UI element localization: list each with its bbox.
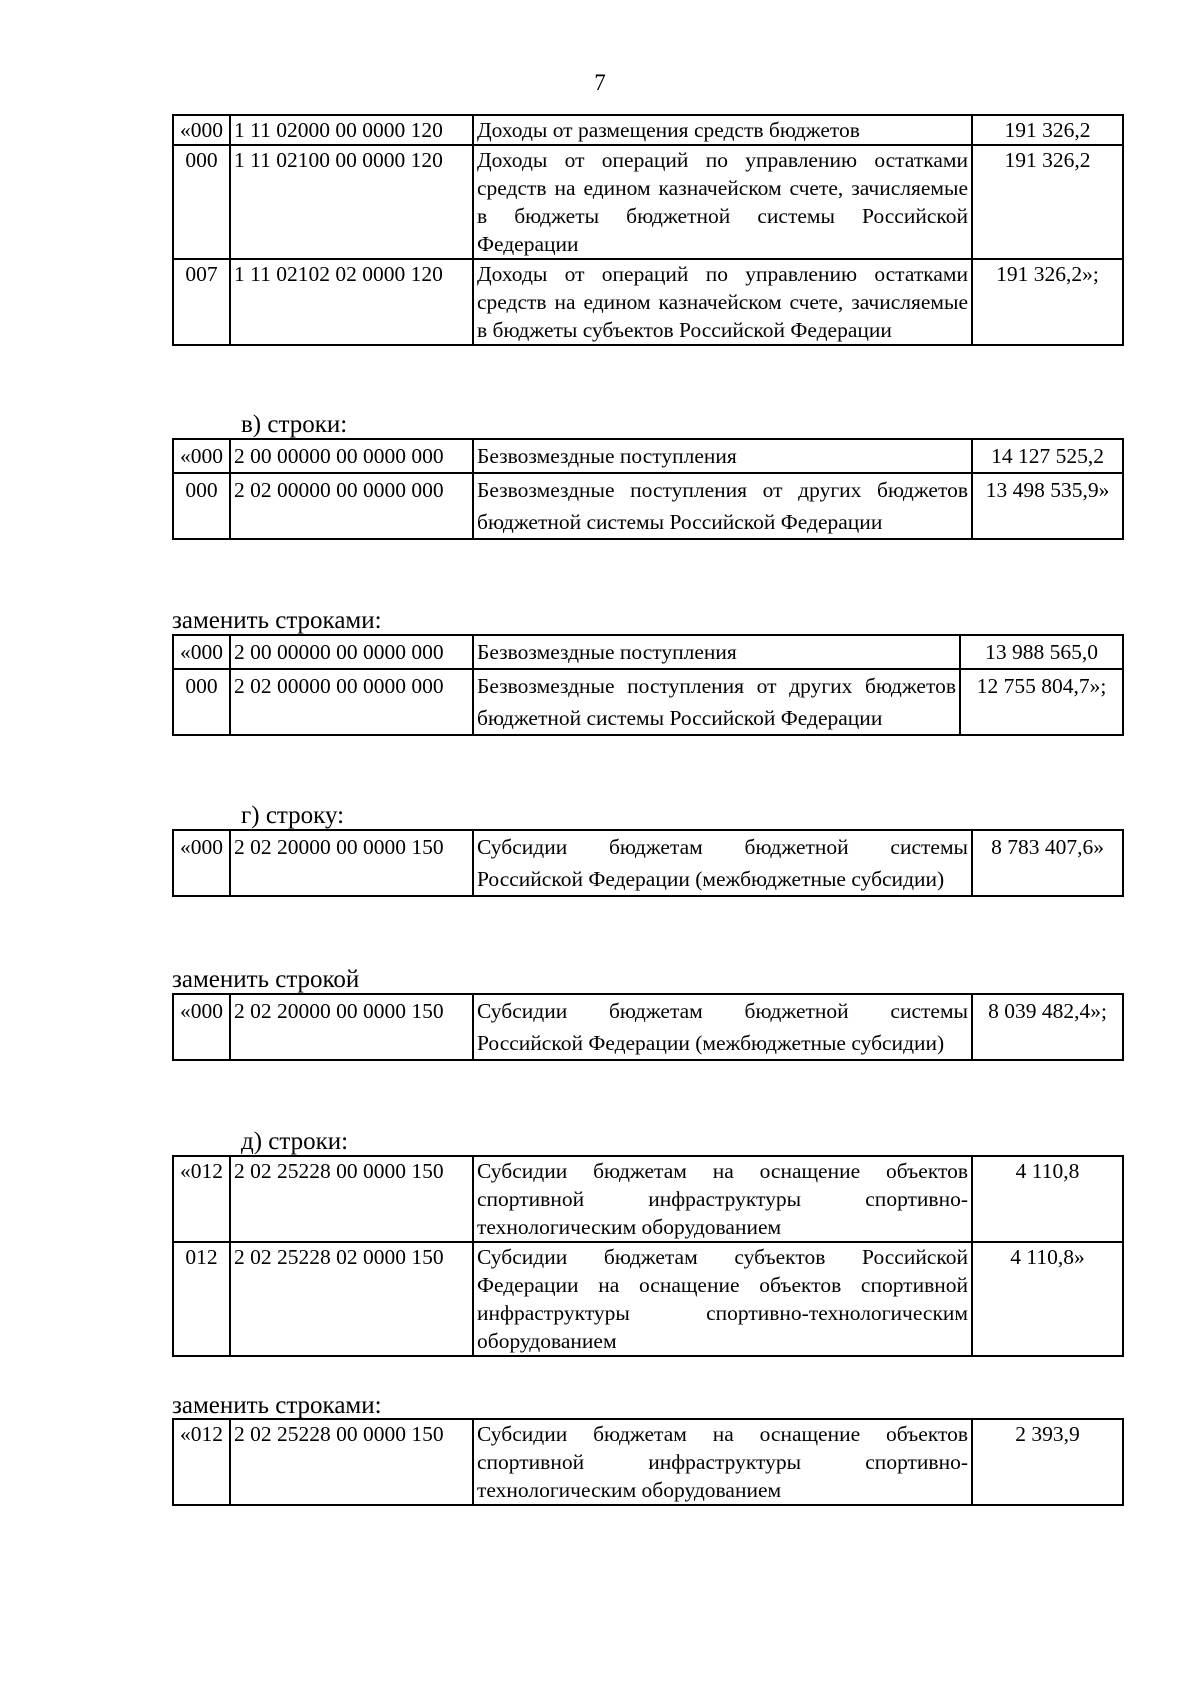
admin-code-cell: «000 [173, 994, 230, 1060]
budget-code-cell: 2 02 00000 00 0000 000 [230, 669, 473, 735]
budget-table-grants-old [172, 438, 1124, 540]
item-name-cell: Безвозмездные поступления от других бюджетов бюджетной системы Российской Федерации [473, 669, 960, 735]
table-row [173, 1242, 1123, 1356]
item-name-cell: Безвозмездные поступления [473, 439, 972, 473]
item-name-cell: Доходы от операций по управлению остатками средств на едином казначейском счете, зачисляемые в бюджеты бюджетной системы Российской Федерации [473, 145, 972, 259]
budget-code-cell: 2 02 25228 00 0000 150 [230, 1419, 473, 1505]
item-name-cell: Доходы от операций по управлению остатками средств на едином казначейском счете, зачисляемые в бюджеты субъектов Российской Федерации [473, 259, 972, 345]
admin-code-cell: «000 [173, 439, 230, 473]
section-heading-v: в) строки: [241, 411, 348, 438]
budget-code-cell: 2 02 00000 00 0000 000 [230, 473, 473, 539]
budget-code-cell: 2 02 20000 00 0000 150 [230, 994, 473, 1060]
budget-code-cell: 2 00 00000 00 0000 000 [230, 439, 473, 473]
table-row [173, 1156, 1123, 1242]
amount-cell: 14 127 525,2 [972, 439, 1123, 473]
amount-cell: 13 988 565,0 [960, 635, 1123, 669]
table-row [173, 669, 1123, 735]
table-row [173, 1419, 1123, 1505]
budget-code-cell: 1 11 02000 00 0000 120 [230, 115, 473, 145]
budget-table-sports-equipment-new [172, 1418, 1124, 1506]
amount-cell: 12 755 804,7»; [960, 669, 1123, 735]
item-name-cell: Субсидии бюджетам на оснащение объектов спортивной инфраструктуры спортивно-технологическим оборудованием [473, 1156, 972, 1242]
table-row [173, 830, 1123, 896]
admin-code-cell: 007 [173, 259, 230, 345]
table-row [173, 145, 1123, 259]
item-name-cell: Безвозмездные поступления [473, 635, 960, 669]
admin-code-cell: «000 [173, 830, 230, 896]
amount-cell: 8 039 482,4»; [972, 994, 1123, 1060]
budget-code-cell: 2 02 20000 00 0000 150 [230, 830, 473, 896]
amount-cell: 13 498 535,9» [972, 473, 1123, 539]
admin-code-cell: «000 [173, 115, 230, 145]
table-row [173, 439, 1123, 473]
budget-table-subsidies-new [172, 993, 1124, 1061]
amount-cell: 8 783 407,6» [972, 830, 1123, 896]
section-heading-d: д) строки: [241, 1128, 349, 1155]
section-heading-g: г) строку: [241, 802, 345, 829]
budget-table-income-placement [172, 114, 1124, 346]
budget-code-cell: 2 02 25228 02 0000 150 [230, 1242, 473, 1356]
table-row [173, 994, 1123, 1060]
amount-cell: 4 110,8 [972, 1156, 1123, 1242]
admin-code-cell: «012 [173, 1419, 230, 1505]
budget-code-cell: 2 00 00000 00 0000 000 [230, 635, 473, 669]
item-name-cell: Безвозмездные поступления от других бюджетов бюджетной системы Российской Федерации [473, 473, 972, 539]
section-heading-replace-rows: заменить строками: [172, 607, 382, 634]
budget-code-cell: 2 02 25228 00 0000 150 [230, 1156, 473, 1242]
amount-cell: 191 326,2 [972, 145, 1123, 259]
budget-code-cell: 1 11 02100 00 0000 120 [230, 145, 473, 259]
admin-code-cell: «000 [173, 635, 230, 669]
budget-code-cell: 1 11 02102 02 0000 120 [230, 259, 473, 345]
amount-cell: 191 326,2»; [972, 259, 1123, 345]
budget-table-subsidies-old [172, 829, 1124, 897]
budget-table-grants-new [172, 634, 1124, 736]
admin-code-cell: «012 [173, 1156, 230, 1242]
table-row [173, 115, 1123, 145]
item-name-cell: Субсидии бюджетам субъектов Российской Федерации на оснащение объектов спортивной инфраструктуры спортивно-технологическим оборудованием [473, 1242, 972, 1356]
amount-cell: 2 393,9 [972, 1419, 1123, 1505]
item-name-cell: Субсидии бюджетам бюджетной системы Российской Федерации (межбюджетные субсидии) [473, 830, 972, 896]
table-row [173, 259, 1123, 345]
table-row [173, 635, 1123, 669]
section-heading-replace-row: заменить строкой [172, 966, 360, 993]
amount-cell: 191 326,2 [972, 115, 1123, 145]
item-name-cell: Субсидии бюджетам на оснащение объектов спортивной инфраструктуры спортивно-технологическим оборудованием [473, 1419, 972, 1505]
admin-code-cell: 012 [173, 1242, 230, 1356]
admin-code-cell: 000 [173, 473, 230, 539]
table-row [173, 473, 1123, 539]
admin-code-cell: 000 [173, 145, 230, 259]
item-name-cell: Доходы от размещения средств бюджетов [473, 115, 972, 145]
budget-table-sports-equipment-old [172, 1155, 1124, 1357]
page-number: 7 [594, 70, 606, 95]
section-heading-replace-rows-2: заменить строками: [172, 1392, 382, 1419]
item-name-cell: Субсидии бюджетам бюджетной системы Российской Федерации (межбюджетные субсидии) [473, 994, 972, 1060]
admin-code-cell: 000 [173, 669, 230, 735]
amount-cell: 4 110,8» [972, 1242, 1123, 1356]
